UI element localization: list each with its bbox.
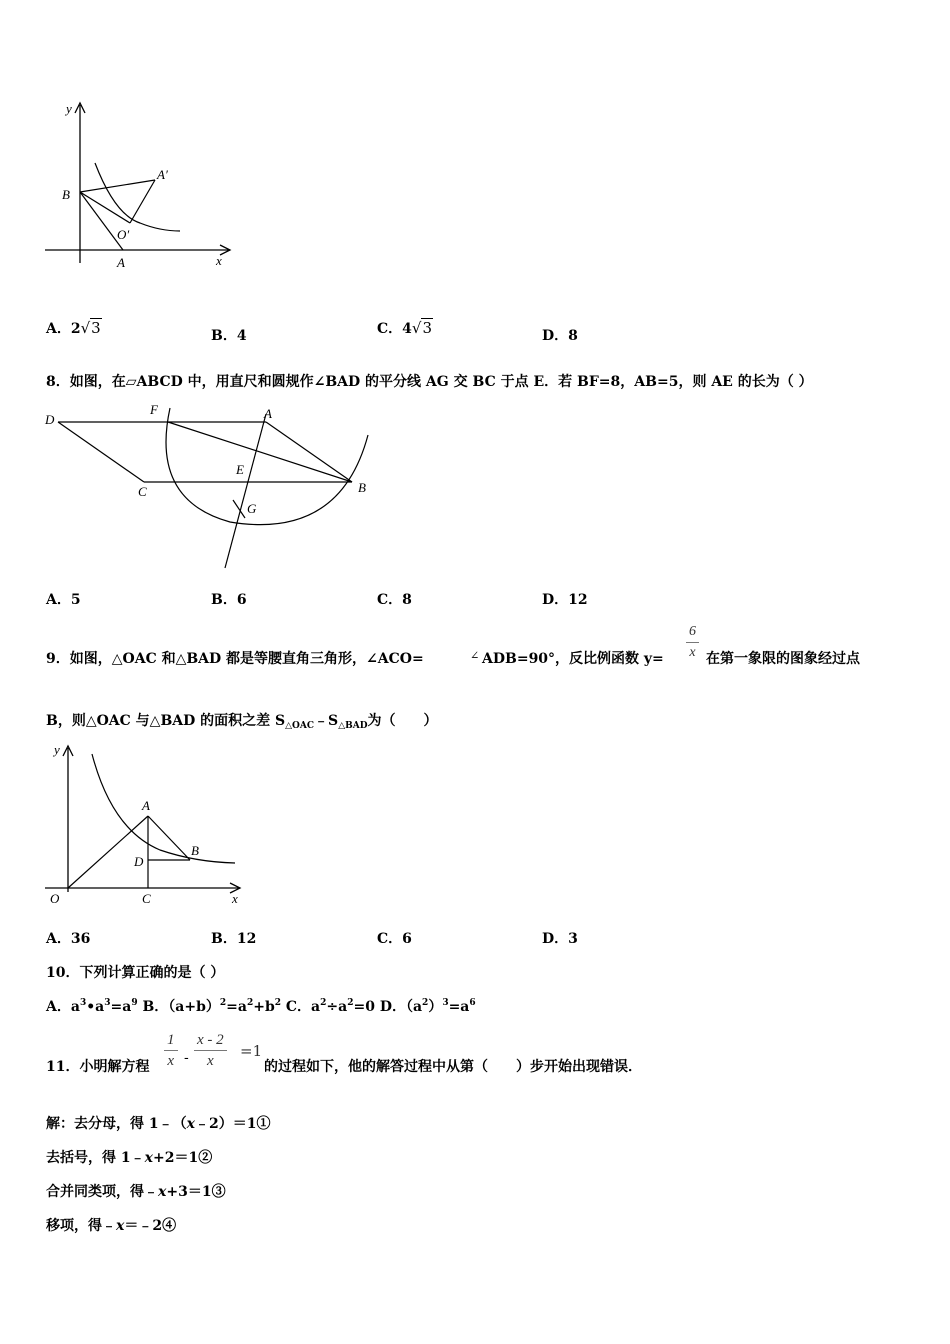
q9-question-line2: B，则△OAC 与△BAD 的面积之差 $S_{\triangle OAC}﹣S_{\triangle BAD}$为（ ）	[46, 713, 438, 731]
q9-figure	[40, 740, 250, 912]
q9-point-b: B	[191, 843, 199, 858]
q7-point-a: A	[117, 255, 125, 270]
q8-point-f: F	[150, 402, 158, 417]
q7-point-o-prime: O′	[117, 227, 130, 242]
q7-option-b: B．4	[211, 328, 247, 344]
q7-axis-y: y	[66, 101, 72, 116]
q7-option-a: A．2√3	[46, 319, 101, 337]
q9-axis-x: x	[232, 891, 238, 906]
q10-options: A．$a^3•a^3=a^9$ B．$(a+b)^2=a^2+b^2$ C．$a^2\div a^2=0$ D．$(a^2)^3=a^6$	[46, 998, 476, 1015]
q11-question: 11．小明解方程 $\frac{1}{x}$ - $\frac{x - 2}{x}$ =1 的过程如下，他的解答过程中从第（ ）步开始出现错误．	[46, 1032, 642, 1075]
q11-step-3: 合并同类项，得﹣x+3＝1③	[46, 1184, 226, 1200]
q8-figure	[40, 400, 380, 572]
q8-point-c: C	[138, 484, 147, 499]
q8-option-a: A．5	[46, 592, 81, 608]
q8-option-d: D．12	[542, 592, 588, 608]
q8-option-c: C．8	[377, 592, 412, 608]
q9-point-o: O	[50, 891, 60, 906]
q11-step-4: 移项，得﹣x＝﹣2④	[46, 1218, 177, 1234]
q7-point-a-prime: A′	[157, 167, 168, 182]
q9-option-b: B．12	[211, 931, 257, 947]
q8-point-g: G	[247, 501, 257, 516]
q9-option-a: A．36	[46, 931, 91, 947]
q9-axis-y: y	[54, 742, 60, 757]
q9-option-d: D．3	[542, 931, 578, 947]
q7-point-b: B	[62, 187, 70, 202]
q11-step-1: 解：去分母，得 1﹣（x﹣2）＝1①	[46, 1116, 271, 1132]
q9-option-c: C．6	[377, 931, 412, 947]
q9-point-c: C	[142, 891, 151, 906]
q9-question-line1: 9．如图，△OAC 和△BAD 都是等腰直角三角形，∠ACO= ∠ ADB=90°，反比例函数 y= $\frac{6}{x}$ 在第一象限的图象经过点	[46, 624, 860, 667]
q7-option-d: D．8	[542, 328, 578, 344]
q7-option-c: C．4√3	[377, 319, 432, 337]
q8-point-e: E	[236, 462, 244, 477]
q9-point-d: D	[134, 854, 144, 869]
q8-point-d: D	[45, 412, 55, 427]
q9-point-a: A	[142, 798, 150, 813]
q8-point-a: A	[264, 406, 272, 421]
q8-question: 8．如图，在▱ABCD 中，用直尺和圆规作∠BAD 的平分线 AG 交 BC 于点 E．若 BF=8，AB=5，则 AE 的长为（ ）	[46, 374, 813, 390]
q7-figure	[40, 95, 240, 275]
q7-axis-x: x	[216, 253, 222, 268]
q8-option-b: B．6	[211, 592, 247, 608]
q8-point-b: B	[358, 480, 366, 495]
q10-title: 10．下列计算正确的是（ ）	[46, 965, 225, 981]
q11-step-2: 去括号，得 1﹣x+2＝1②	[46, 1150, 213, 1166]
